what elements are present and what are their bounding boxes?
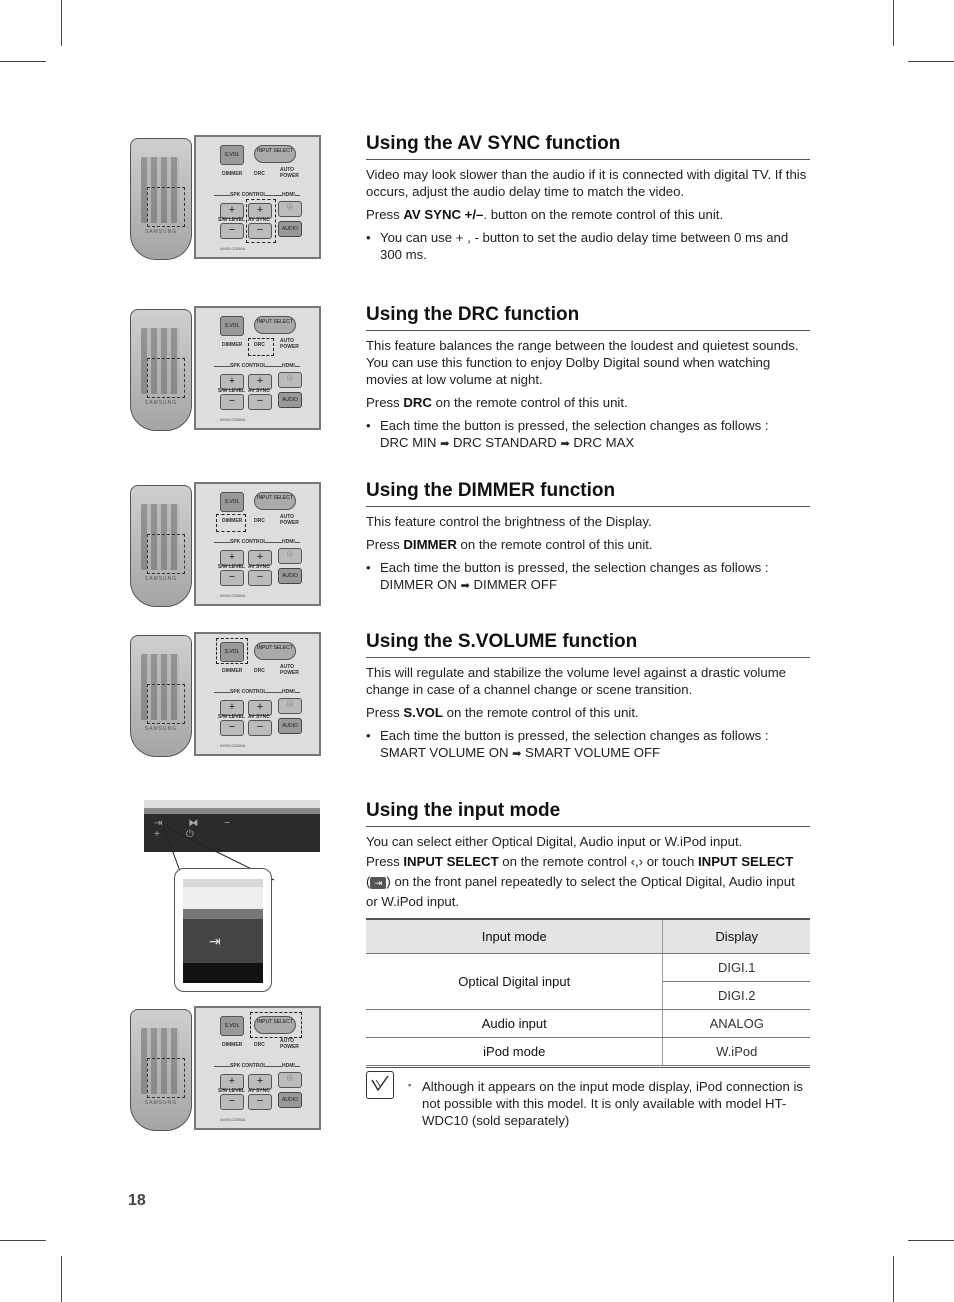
remote-closeup: S.VOL INPUT SELECT DIMMER DRC AUTO POWER SPK CONTROL HDMI + + S/W LEVEL AV SYNC − − ⓘ AUDIO AH59-02538A bbox=[194, 482, 321, 606]
press-instruction: Press INPUT SELECT on the remote control ‹,› or touch INPUT SELECT ( ⇥ ) on the front panel repeatedly to select the Optical Digital, Audio input or W.iPod input. bbox=[366, 854, 795, 909]
crop-mark bbox=[0, 1240, 46, 1241]
crop-mark bbox=[61, 1256, 62, 1302]
paragraph: This feature control the brightness of the Display. bbox=[366, 514, 652, 529]
crop-mark bbox=[908, 61, 954, 62]
section-title: Using the S.VOLUME function bbox=[366, 631, 810, 658]
remote-closeup: S.VOL INPUT SELECT DIMMER DRC AUTO POWER SPK CONTROL HDMI + + S/W LEVEL AV SYNC − − ⓘ AUDIO AH59-02538A bbox=[194, 135, 321, 259]
panel-zoom bbox=[174, 868, 272, 992]
highlight-box bbox=[216, 514, 246, 532]
table-row: iPod mode W.iPod bbox=[366, 1038, 810, 1066]
remote-overview: SAMSUNG bbox=[130, 635, 192, 757]
section-svolume bbox=[366, 631, 810, 763]
section-input-mode bbox=[366, 800, 810, 1066]
bullet-item: • Each time the button is pressed, the selection changes as follows : SMART VOLUME ON ➡ SMART VOLUME OFF bbox=[366, 727, 810, 763]
paragraph: You can select either Optical Digital, Audio input or W.iPod input. bbox=[366, 834, 743, 849]
arrow-right-icon: ➡ bbox=[512, 748, 522, 760]
section-drc bbox=[366, 304, 810, 453]
note-text: ▪ Although it appears on the input mode display, iPod connection is not possible with this model. It is only available with model HT-WDC10 (sold separately) bbox=[408, 1078, 810, 1129]
remote-overview: SAMSUNG bbox=[130, 309, 192, 431]
press-instruction: Press DRC on the remote control of this unit. bbox=[366, 395, 628, 410]
highlight-box bbox=[250, 1012, 302, 1038]
remote-closeup: S.VOL INPUT SELECT DIMMER DRC AUTO POWER SPK CONTROL HDMI + + S/W LEVEL AV SYNC − − ⓘ AUDIO AH59-02538A bbox=[194, 306, 321, 430]
crop-mark bbox=[61, 0, 62, 46]
table-header: Input mode bbox=[366, 919, 663, 954]
paragraph: This will regulate and stabilize the volume level against a drastic volume change in case of a channel change or scene transition. bbox=[366, 665, 787, 697]
remote-overview: SAMSUNG bbox=[130, 485, 192, 607]
section-dimmer bbox=[366, 480, 810, 595]
bullet-item: • Each time the button is pressed, the selection changes as follows : DIMMER ON ➡ DIMMER OFF bbox=[366, 559, 810, 595]
note-box bbox=[366, 1067, 810, 1129]
press-instruction: Press S.VOL on the remote control of this unit. bbox=[366, 705, 639, 720]
bullet-item: • You can use + , - button to set the audio delay time between 0 ms and 300 ms. bbox=[366, 229, 810, 263]
input-select-icon: ⇥ bbox=[370, 877, 386, 889]
remote-closeup: S.VOL INPUT SELECT DIMMER DRC AUTO POWER SPK CONTROL HDMI + + S/W LEVEL AV SYNC − − ⓘ AUDIO AH59-02538A bbox=[194, 632, 321, 756]
remote-closeup: S.VOL INPUT SELECT DIMMER DRC AUTO POWER SPK CONTROL HDMI + + S/W LEVEL AV SYNC − − ⓘ AUDIO AH59-02538A bbox=[194, 1006, 321, 1130]
crop-mark bbox=[893, 1256, 894, 1302]
section-title: Using the DIMMER function bbox=[366, 480, 810, 507]
svol-button: S.VOL bbox=[220, 145, 244, 165]
input-mode-table bbox=[366, 918, 810, 1066]
audio-button: AUDIO bbox=[278, 221, 302, 237]
remote-overview: SAMSUNG bbox=[130, 1009, 192, 1131]
arrow-right-icon: ➡ bbox=[560, 438, 570, 450]
section-title: Using the AV SYNC function bbox=[366, 133, 810, 160]
remote-overview: SAMSUNG bbox=[130, 138, 192, 260]
press-instruction: Press DIMMER on the remote control of this unit. bbox=[366, 537, 653, 552]
paragraph: This feature balances the range between the loudest and quietest sounds. You can use this function to enjoy Dolby Digital sound when watching movies at low volume at night. bbox=[366, 338, 799, 387]
highlight-box bbox=[216, 638, 248, 664]
press-instruction: Press AV SYNC +/–. button on the remote control of this unit. bbox=[366, 207, 724, 222]
paragraph: Video may look slower than the audio if it is connected with digital TV. If this occurs, adjust the audio delay time to match the video. bbox=[366, 167, 807, 199]
arrow-right-icon: ➡ bbox=[440, 438, 450, 450]
panel-icons: ⇥⧓−+⏻ bbox=[154, 818, 257, 840]
section-av-sync bbox=[366, 133, 810, 263]
input-select-icon: ⇥ bbox=[209, 933, 221, 949]
section-title: Using the DRC function bbox=[366, 304, 810, 331]
table-header: Display bbox=[663, 919, 810, 954]
chevron-left-right-icon: ‹,› bbox=[630, 854, 644, 869]
section-title: Using the input mode bbox=[366, 800, 810, 827]
table-row: DIGI.2 bbox=[366, 982, 810, 1010]
table-row: Optical Digital input DIGI.1 bbox=[366, 954, 810, 982]
bullet-item: • Each time the button is pressed, the selection changes as follows : DRC MIN ➡ DRC STANDARD ➡ DRC MAX bbox=[366, 417, 810, 453]
page-number: 18 bbox=[128, 1192, 146, 1209]
highlight-box bbox=[248, 338, 274, 356]
crop-mark bbox=[0, 61, 46, 62]
crop-mark bbox=[893, 0, 894, 46]
arrow-right-icon: ➡ bbox=[460, 580, 470, 592]
highlight-box bbox=[246, 199, 276, 243]
input-select-button: INPUT SELECT bbox=[254, 145, 296, 163]
crop-mark bbox=[908, 1240, 954, 1241]
note-pencil-icon bbox=[366, 1071, 394, 1099]
table-row: Audio input ANALOG bbox=[366, 1010, 810, 1038]
